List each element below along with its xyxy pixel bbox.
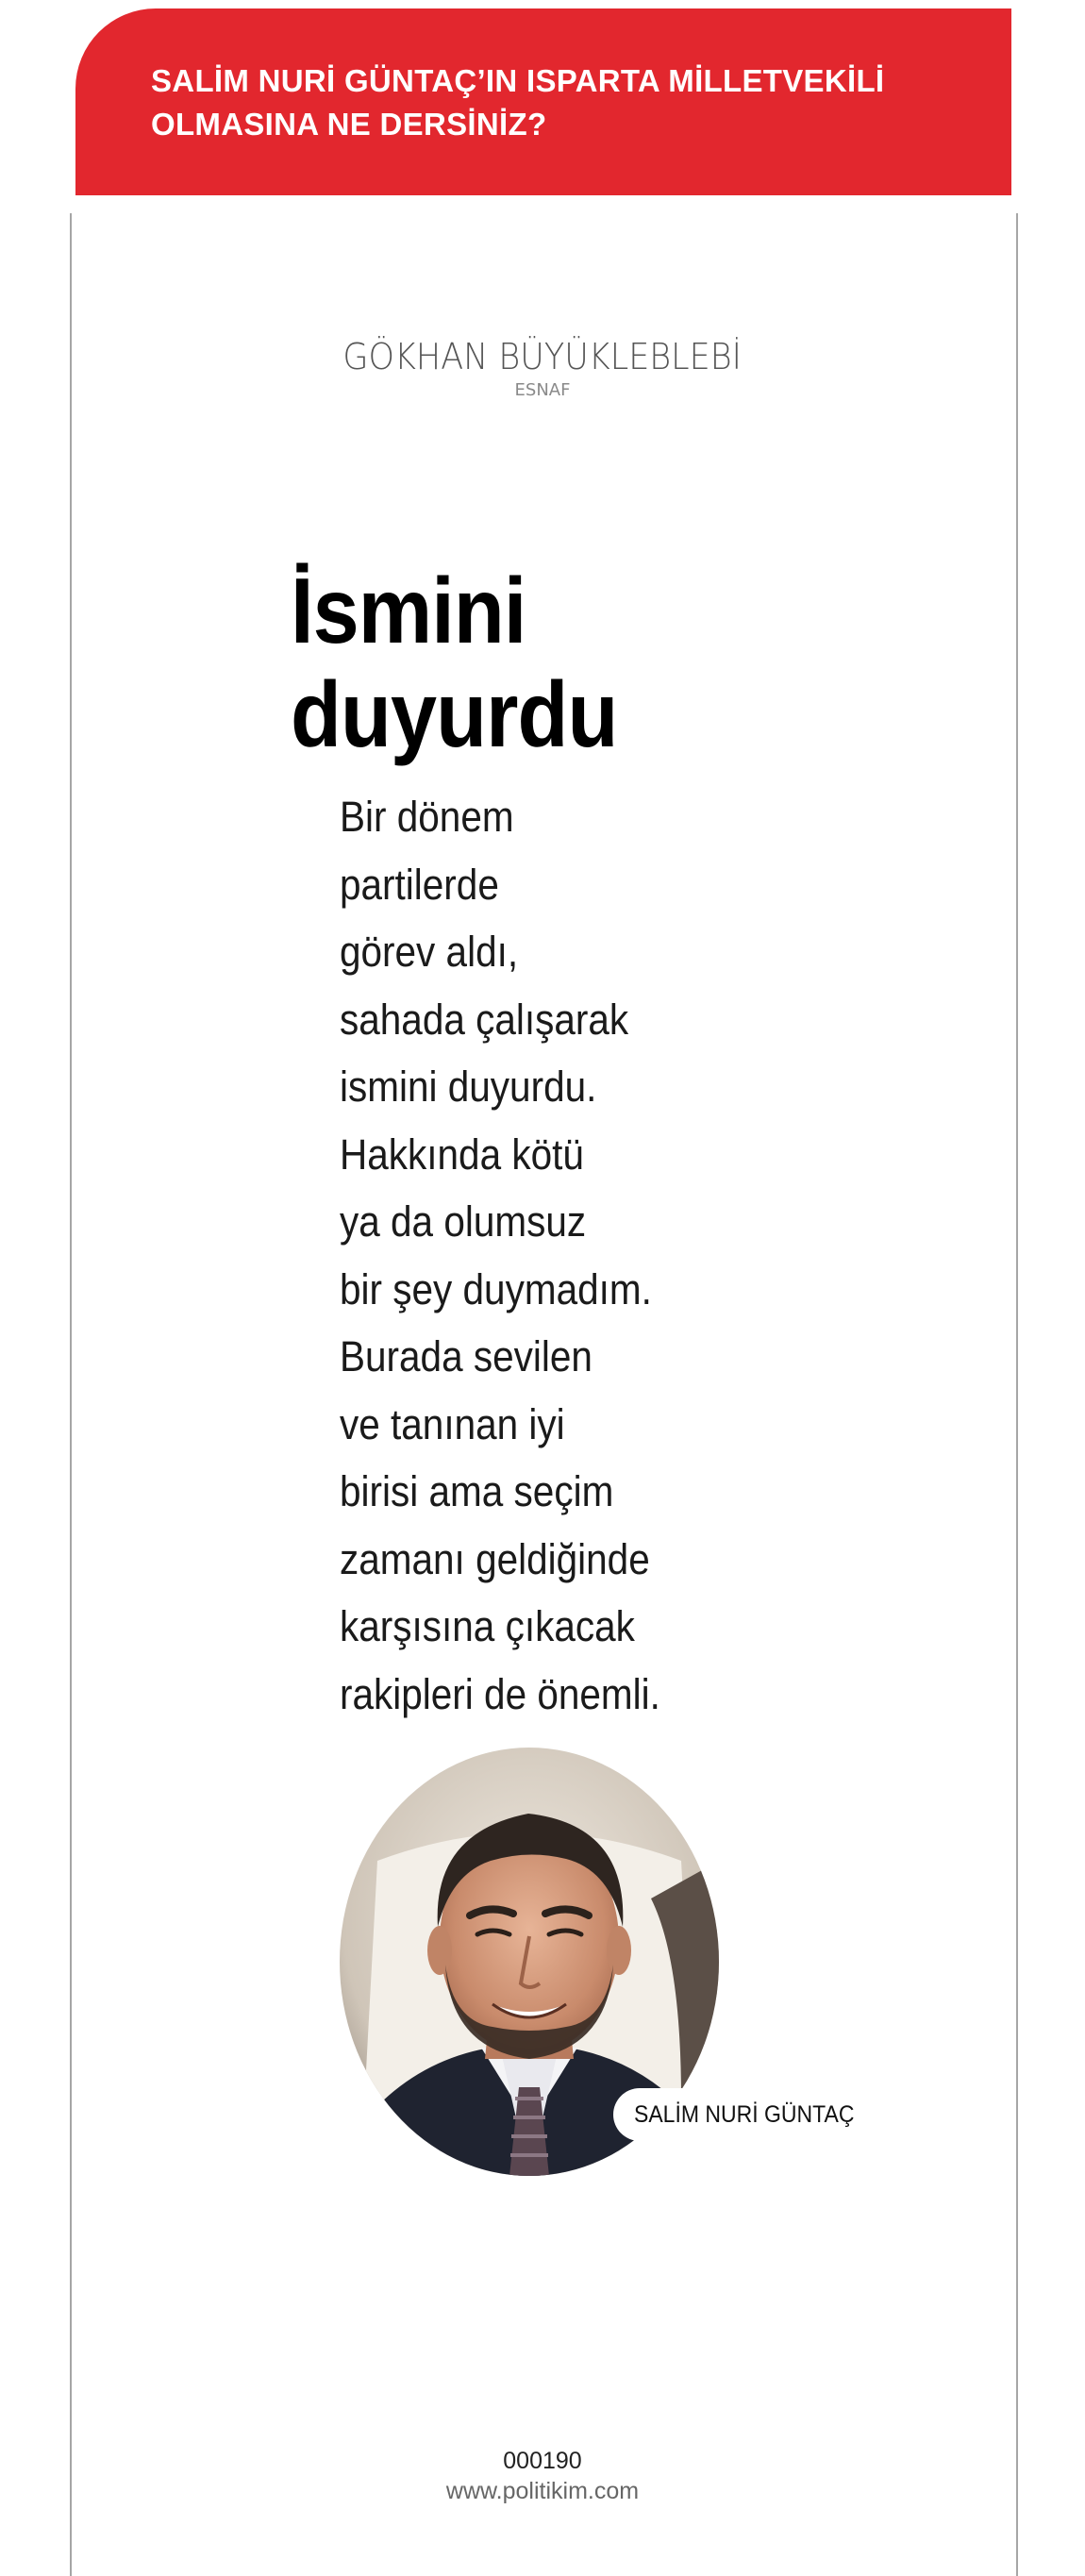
article-quote — [340, 783, 660, 1728]
quote-line: partilerde — [340, 860, 499, 909]
photo-caption-text: SALİM NURİ GÜNTAÇ — [634, 2100, 855, 2128]
headline-line: İsmini — [291, 559, 526, 662]
headline-line: duyurdu — [291, 662, 618, 766]
quote-line: birisi ama seçim — [340, 1467, 614, 1515]
header-banner — [75, 8, 1011, 195]
quote-line: sahada çalışarak — [340, 995, 629, 1044]
quote-line: Bir dönem — [340, 793, 514, 841]
banner-title: SALİM NURİ GÜNTAÇ’IN ISPARTA MİLLETVEKİLİ OLMASINA NE DERSİNİZ? — [151, 63, 885, 142]
quote-line: bir şey duymadım. — [340, 1264, 652, 1313]
photo-caption — [613, 2088, 894, 2141]
frame-left-border — [70, 213, 72, 2576]
quote-line: zamanı geldiğinde — [340, 1534, 650, 1583]
author-name: GÖKHAN BÜYÜKLEBLEBİ — [342, 336, 743, 377]
quote-line: Burada sevilen — [340, 1332, 593, 1380]
quote-line: ya da olumsuz — [340, 1197, 587, 1246]
author-role: ESNAF — [514, 380, 571, 400]
quote-line: Hakkında kötü — [340, 1129, 584, 1179]
frame-right-border — [1016, 213, 1018, 2576]
footer-url[interactable]: www.politikim.com — [445, 2478, 640, 2504]
quote-line: görev aldı, — [340, 928, 519, 976]
footer-code: 000190 — [503, 2448, 582, 2474]
quote-line: ismini duyurdu. — [340, 1062, 597, 1111]
quote-line: ve tanınan iyi — [340, 1399, 565, 1448]
author-block — [0, 335, 1085, 401]
quote-line: karşısına çıkacak — [340, 1602, 635, 1650]
footer — [0, 2446, 1085, 2506]
quote-line: rakipleri de önemli. — [340, 1669, 660, 1718]
article-headline — [291, 559, 617, 766]
